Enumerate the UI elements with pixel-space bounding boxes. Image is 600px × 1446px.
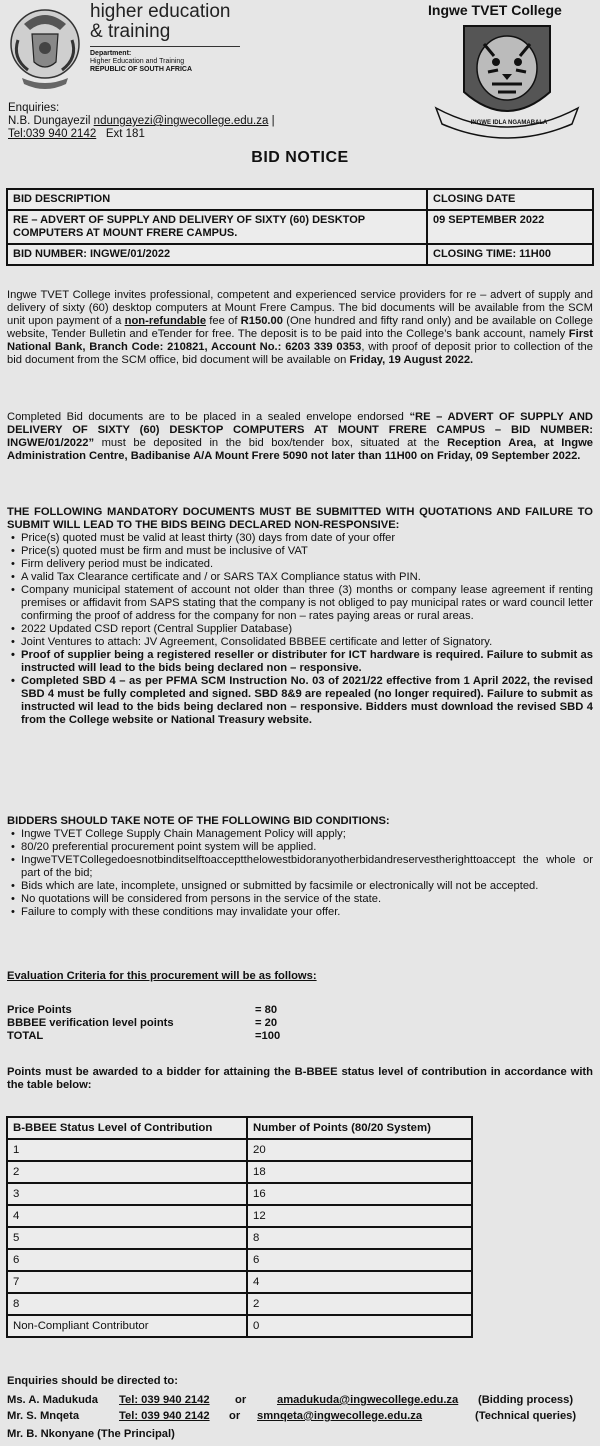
para2-text-1: Completed Bid documents are to be placed in a sealed envelope endorsed [7,411,410,423]
table-row [7,1315,472,1337]
para1-non-refundable: non-refundable [124,315,207,327]
list-item: • Bids which are late, incomplete, unsigned or submitted by facsimile or electronically will not be accepted. [21,880,593,893]
table-cell: 18 [247,1161,472,1183]
dept-small-1: Department: [90,50,132,57]
table-cell: 12 [247,1205,472,1227]
table-cell: 2 [247,1293,472,1315]
mandatory-documents-section [7,506,593,727]
enquiries-tel[interactable]: Tel:039 940 2142 [8,128,97,140]
eval-label: BBBEE verification level points [7,1017,174,1029]
para1-text-7: , with proof of deposit prior to collection of the bid document from the SCM office, bid document will be available on [7,341,593,366]
table-cell: 8 [7,1293,247,1315]
para1-date: Friday, 19 August 2022. [349,354,474,366]
list-item: • No quotations will be considered from persons in the service of the state. [21,893,593,906]
para2-text-3: must be deposited in the bid box/tender box, situated at the [94,437,448,449]
crest-motto: INGWE IDLA NGAMABALA [470,120,548,126]
table-cell: 2 [7,1161,247,1183]
table-header: B-BBEE Status Level of Contribution [7,1117,247,1139]
contact-tel[interactable]: Tel: 039 940 2142 [119,1410,210,1422]
bid-info-table [6,188,594,266]
list-item: • Ingwe TVET College Supply Chain Management Policy will apply; [21,828,593,841]
list-item: • A valid Tax Clearance certificate and / or SARS TAX Compliance status with PIN. [21,571,593,584]
page-title: BID NOTICE [251,149,349,166]
eval-value: =100 [255,1030,281,1042]
para1-fee: R150.00 [240,315,283,327]
table-cell: 20 [247,1139,472,1161]
mandatory-list [7,532,593,727]
contact-role: (Technical queries) [475,1410,577,1422]
table-cell: 4 [247,1271,472,1293]
bid-description: RE – ADVERT OF SUPPLY AND DELIVERY OF SIXTY (60) DESKTOP COMPUTERS AT MOUNT FRERE CAMPUS. [7,210,427,244]
contact-email-link[interactable]: amadukuda@ingwecollege.edu.za [277,1394,459,1406]
eval-value: = 20 [255,1017,278,1029]
enquiries-separator: | [271,115,275,127]
list-item: • Failure to comply with these conditions may invalidate your offer. [21,906,593,919]
list-item: • Price(s) quoted must be firm and must be inclusive of VAT [21,545,593,558]
para1-text-3: fee of [206,315,241,327]
list-item: • 2022 Updated CSD report (Central Supplier Database) [21,623,593,636]
dept-small-3: REPUBLIC OF SOUTH AFRICA [90,66,193,73]
table-row [7,1293,472,1315]
para1-bank-details: First National Bank, Branch Code: 210821, Account No.: 6203 339 0353 [7,328,593,353]
table-row [7,1271,472,1293]
college-name: Ingwe TVET College [428,2,562,18]
dept-small-2: Higher Education and Training [90,58,185,65]
tiger-crest-icon [432,22,582,144]
evaluation-heading: Evaluation Criteria for this procurement will be as follows: [7,970,317,982]
table-cell: 8 [247,1227,472,1249]
para1-text-5: (One hundred and fifty rand only) and be available on College website, Tender Bulletin and eTender for free. The deposit is to be paid into the College’s bank account, namely [7,315,593,340]
contact-name: Mr. S. Mnqeta [7,1410,80,1422]
contact-row [7,1410,595,1423]
table-row [7,1205,472,1227]
table-cell: Non-Compliant Contributor [7,1315,247,1337]
table-cell: 4 [7,1205,247,1227]
table-cell: 1 [7,1139,247,1161]
coat-of-arms-icon [6,4,84,96]
department-subtitle [90,50,192,74]
enquiries-ext: Ext 181 [105,128,145,140]
eval-label: Price Points [7,1004,72,1016]
table-cell: 5 [7,1227,247,1249]
table-cell: 3 [7,1183,247,1205]
closing-time: CLOSING TIME: 11H00 [427,244,593,265]
list-item: • Company municipal statement of account not older than three (3) months or company lease agreement if renting premises or affidavit from SAPS stating that the company is not obliged to pay municipal rates or ward council letter confirming the proof of address for the company for non – rates paying areas or rural areas. [21,584,593,623]
contact-email-link[interactable]: smnqeta@ingwecollege.edu.za [257,1410,423,1422]
table-row [7,1249,472,1271]
submission-paragraph [7,411,593,463]
enquiries-name: N.B. Dungayezil [8,115,91,127]
closing-date: 09 SEPTEMBER 2022 [427,210,593,244]
contact-role: (Bidding process) [478,1394,574,1406]
list-item: • Completed SBD 4 – as per PFMA SCM Instruction No. 03 of 2021/22 effective from 1 April 2022, the revised SBD 4 must be fully completed and signed. SBD 8&9 are repealed (no longer required). Failure to submit as instructed wil lead to the bids being declared non – responsive. Bidders must download the revised SBD 4 from the College website or National Treasury website. [21,675,593,727]
table-row [7,1183,472,1205]
list-item: • Joint Ventures to attach: JV Agreement, Consolidated BBBEE certificate and letter of Signatory. [21,636,593,649]
closing-date-header: CLOSING DATE [427,189,593,210]
contact-row [7,1394,595,1407]
table-cell: 16 [247,1183,472,1205]
conditions-heading: BIDDERS SHOULD TAKE NOTE OF THE FOLLOWING BID CONDITIONS: [7,815,390,827]
dept-line-1: higher education [90,1,231,22]
table-row [7,1161,472,1183]
table-cell: 6 [247,1249,472,1271]
contact-name: Ms. A. Madukuda [7,1394,98,1406]
list-item: • 80/20 preferential procurement point system will be applied. [21,841,593,854]
contact-or: or [229,1410,241,1422]
enquiries-email-link[interactable]: ndungayezi@ingwecollege.edu.za [93,115,269,127]
divider [90,46,240,47]
table-cell: 6 [7,1249,247,1271]
contact-tel[interactable]: Tel: 039 940 2142 [119,1394,210,1406]
bid-conditions-section [7,815,593,919]
para1-text-1: Ingwe TVET College invites professional, competent and experienced service providers for re – advert of supply and delivery of sixty (60) desktop computers at Mount Frere Campus. The bid documents will be available from the SCM unit upon payment of a [7,289,593,327]
table-cell: 0 [247,1315,472,1337]
list-item: • IngweTVETCollegedoesnotbinditselftoacceptthelowestbidoranyotherbidandreservestherighttoaccept the whole or part of the bid; [21,854,593,880]
points-intro: Points must be awarded to a bidder for attaining the B-BBEE status level of contribution in accordance with the table below: [7,1066,593,1091]
enquiries-block [8,102,275,141]
enquiries-label: Enquiries: [8,102,60,114]
table-cell: 7 [7,1271,247,1293]
contact-or: or [235,1394,247,1406]
bbbee-points-table [6,1116,473,1338]
conditions-list [7,828,593,919]
eval-value: = 80 [255,1004,278,1016]
evaluation-criteria [7,1004,307,1043]
list-item: • Firm delivery period must be indicated. [21,558,593,571]
para2-endorsement: “RE – ADVERT OF SUPPLY AND DELIVERY OF SIXTY (60) DESKTOP COMPUTERS AT MOUNT FRERE CAMPUS – BID NUMBER: INGWE/01/2022” [7,411,593,449]
contacts-heading: Enquiries should be directed to: [7,1375,178,1387]
intro-paragraph [7,289,593,367]
mandatory-heading: THE FOLLOWING MANDATORY DOCUMENTS MUST BE SUBMITTED WITH QUOTATIONS AND FAILURE TO SUBMIT WILL LEAD TO THE BIDS BEING DECLARED NON-RESPONSIVE: [7,506,593,531]
department-name [90,2,231,42]
para2-location-deadline: Reception Area, at Ingwe Administration Centre, Badibanise A/A Mount Frere 5090 not later than 11H00 on Friday, 09 September 2022. [7,437,593,462]
dept-line-2: & training [90,21,171,42]
bid-number: BID NUMBER: INGWE/01/2022 [7,244,427,265]
principal-name: Mr. B. Nkonyane (The Principal) [7,1428,175,1440]
eval-label: TOTAL [7,1030,44,1042]
table-row [7,1139,472,1161]
table-header: Number of Points (80/20 System) [247,1117,472,1139]
bid-description-header: BID DESCRIPTION [7,189,427,210]
list-item: • Price(s) quoted must be valid at least thirty (30) days from date of your offer [21,532,593,545]
list-item: • Proof of supplier being a registered reseller or distributer for ICT hardware is required. Failure to submit as instructed will lead to the bids being declared non – responsive. [21,649,593,675]
table-row [7,1227,472,1249]
